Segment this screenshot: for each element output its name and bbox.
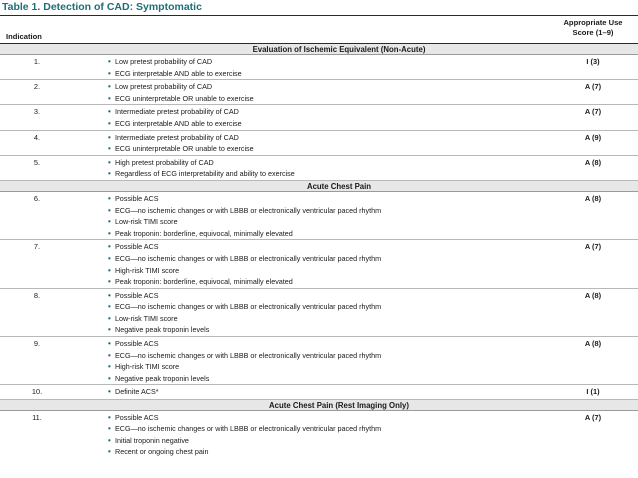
bullet-icon: • [108, 412, 111, 422]
appropriate-use-score: I (1) [586, 387, 600, 397]
table-row [0, 55, 638, 80]
bullet-icon: • [108, 290, 111, 300]
table-row [0, 289, 638, 337]
bullet-icon: • [108, 435, 111, 445]
indication-number: 11. [32, 412, 42, 422]
table-row [0, 131, 638, 156]
criteria-list [108, 385, 553, 398]
criteria-list [108, 337, 553, 384]
indication-number: 10. [31, 387, 43, 397]
criteria-item [108, 276, 553, 288]
bullet-icon: • [108, 107, 111, 117]
bullet-icon: • [108, 265, 111, 275]
criteria-text: ECG uninterpretable OR unable to exercise [115, 93, 254, 103]
bullet-icon: • [108, 339, 111, 349]
bullet-icon: • [108, 205, 111, 215]
indication-number: 4. [33, 132, 41, 142]
criteria-text: Low-risk TIMI score [115, 217, 178, 227]
bullet-icon: • [108, 253, 111, 263]
appropriate-use-table [0, 15, 638, 458]
bullet-icon: • [108, 82, 111, 92]
section-header: Evaluation of Ischemic Equivalent (Non-Acute) [0, 44, 638, 55]
criteria-text: High-risk TIMI score [115, 362, 180, 372]
criteria-item [108, 435, 553, 447]
criteria-item [108, 446, 553, 458]
criteria-text: Low pretest probability of CAD [115, 57, 213, 66]
indication-number: 9. [33, 339, 41, 349]
bullet-icon: • [108, 217, 111, 227]
bullet-icon: • [108, 242, 111, 252]
table-row [0, 411, 638, 458]
criteria-list [108, 289, 553, 336]
bullet-icon: • [108, 447, 111, 457]
criteria-item [108, 81, 553, 93]
score-header-line-2: Score (1–9) [572, 27, 614, 37]
table-row [0, 385, 638, 399]
criteria-item [108, 290, 553, 302]
criteria-text: ECG interpretable AND able to exercise [115, 68, 242, 78]
criteria-item [108, 106, 553, 118]
bullet-icon: • [108, 118, 111, 128]
criteria-text: Possible ACS [115, 242, 159, 252]
criteria-item [108, 118, 553, 130]
criteria-text: Possible ACS [115, 339, 159, 349]
criteria-item [108, 68, 553, 80]
appropriate-use-score: A (8) [584, 290, 602, 300]
criteria-item [108, 338, 553, 350]
criteria-item [108, 56, 553, 68]
table-title: Table 1. Detection of CAD: Symptomatic [2, 1, 202, 13]
criteria-list [108, 55, 553, 79]
criteria-item [108, 216, 553, 228]
criteria-list [108, 80, 553, 104]
table-header [0, 16, 638, 44]
criteria-item [108, 132, 553, 144]
criteria-text: Negative peak troponin levels [115, 373, 210, 383]
appropriate-use-score: A (7) [584, 82, 602, 92]
criteria-list [108, 240, 553, 287]
table-row [0, 240, 638, 288]
criteria-text: Definite ACS* [115, 387, 159, 397]
criteria-text: Intermediate pretest probability of CAD [115, 107, 239, 117]
indication-number: 2. [33, 82, 41, 92]
criteria-list [108, 192, 553, 239]
criteria-text: Possible ACS [115, 193, 159, 203]
criteria-item [108, 168, 553, 180]
bullet-icon: • [108, 387, 111, 397]
criteria-text: High pretest probability of CAD [115, 157, 214, 167]
bullet-icon: • [108, 373, 111, 383]
criteria-text: Possible ACS [115, 290, 159, 300]
indication-number: 3. [33, 107, 41, 117]
appropriate-use-score: A (8) [584, 339, 602, 349]
criteria-item [108, 193, 553, 205]
score-column-header [553, 18, 633, 37]
criteria-text: ECG—no ischemic changes or with LBBB or electronically ventricular paced rhythm [115, 302, 382, 312]
criteria-item [108, 93, 553, 105]
indication-number: 6. [33, 193, 41, 203]
section-header: Acute Chest Pain [0, 181, 638, 192]
criteria-item [108, 143, 553, 155]
criteria-text: ECG—no ischemic changes or with LBBB or electronically ventricular paced rhythm [115, 253, 382, 263]
criteria-item [108, 324, 553, 336]
indication-number: 1. [33, 57, 41, 66]
indication-number: 5. [33, 157, 41, 167]
criteria-list [108, 105, 553, 129]
criteria-text: ECG uninterpretable OR unable to exercise [115, 144, 254, 154]
criteria-list [108, 156, 553, 180]
criteria-text: Low pretest probability of CAD [115, 82, 213, 92]
criteria-text: High-risk TIMI score [115, 265, 180, 275]
bullet-icon: • [108, 350, 111, 360]
criteria-item [108, 423, 553, 435]
criteria-text: Intermediate pretest probability of CAD [115, 132, 239, 142]
criteria-list [108, 411, 553, 458]
table-row [0, 80, 638, 105]
criteria-item [108, 228, 553, 240]
indication-number: 8. [33, 290, 41, 300]
criteria-text: Peak troponin: borderline, equivocal, minimally elevated [115, 277, 293, 287]
criteria-text: ECG—no ischemic changes or with LBBB or electronically ventricular paced rhythm [115, 350, 382, 360]
bullet-icon: • [108, 362, 111, 372]
criteria-item [108, 241, 553, 253]
criteria-item [108, 157, 553, 169]
indication-number: 7. [33, 242, 41, 252]
criteria-text: Peak troponin: borderline, equivocal, minimally elevated [115, 228, 293, 238]
bullet-icon: • [108, 325, 111, 335]
table-row [0, 337, 638, 385]
bullet-icon: • [108, 424, 111, 434]
bullet-icon: • [108, 68, 111, 78]
criteria-text: ECG—no ischemic changes or with LBBB or electronically ventricular paced rhythm [115, 205, 382, 215]
criteria-text: ECG interpretable AND able to exercise [115, 118, 242, 128]
criteria-text: Recent or ongoing chest pain [115, 447, 209, 457]
appropriate-use-score: A (7) [584, 242, 602, 252]
appropriate-use-score: A (8) [584, 157, 602, 167]
criteria-list [108, 131, 553, 155]
criteria-text: Possible ACS [115, 412, 159, 422]
section-header: Acute Chest Pain (Rest Imaging Only) [0, 400, 638, 411]
bullet-icon: • [108, 144, 111, 154]
criteria-item [108, 361, 553, 373]
bullet-icon: • [108, 228, 111, 238]
criteria-item [108, 313, 553, 325]
bullet-icon: • [108, 93, 111, 103]
score-header-line-1: Appropriate Use [563, 18, 623, 27]
bullet-icon: • [108, 169, 111, 179]
bullet-icon: • [108, 157, 111, 167]
indication-column-header: Indication [6, 32, 42, 41]
bullet-icon: • [108, 132, 111, 142]
criteria-item [108, 412, 553, 424]
appropriate-use-score: A (7) [584, 107, 602, 117]
criteria-item [108, 253, 553, 265]
appropriate-use-score: A (7) [584, 412, 602, 422]
appropriate-use-score: A (8) [584, 193, 602, 203]
bullet-icon: • [108, 193, 111, 203]
bullet-icon: • [108, 313, 111, 323]
criteria-item [108, 205, 553, 217]
criteria-text: ECG—no ischemic changes or with LBBB or electronically ventricular paced rhythm [115, 424, 382, 434]
criteria-item [108, 350, 553, 362]
bullet-icon: • [108, 302, 111, 312]
table-body [0, 44, 638, 458]
criteria-item [108, 265, 553, 277]
criteria-item [108, 386, 553, 398]
table-row [0, 156, 638, 181]
criteria-item [108, 301, 553, 313]
criteria-text: Negative peak troponin levels [115, 325, 210, 335]
bullet-icon: • [108, 277, 111, 287]
table-row [0, 192, 638, 240]
table-row [0, 105, 638, 130]
bullet-icon: • [108, 57, 111, 66]
appropriate-use-score: I (3) [586, 57, 600, 66]
criteria-text: Regardless of ECG interpretability and ability to exercise [115, 169, 295, 179]
appropriate-use-score: A (9) [584, 132, 602, 142]
criteria-item [108, 373, 553, 385]
criteria-text: Initial troponin negative [115, 435, 189, 445]
criteria-text: Low-risk TIMI score [115, 313, 178, 323]
